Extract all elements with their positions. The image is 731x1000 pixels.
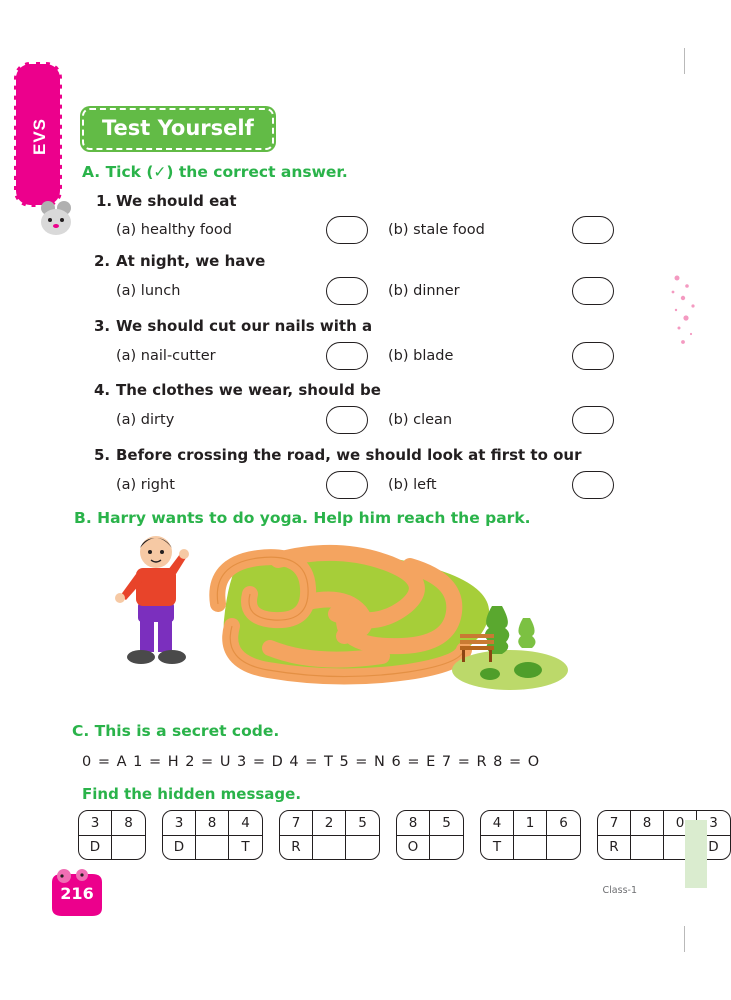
question-2-option-a: (a) lunch — [116, 283, 181, 299]
code-answer[interactable] — [430, 836, 463, 860]
code-number: 3 — [163, 811, 195, 836]
question-1-option-b: (b) stale food — [388, 222, 485, 238]
question-5-option-a: (a) right — [116, 477, 175, 493]
code-cell[interactable] — [196, 811, 229, 859]
question-4-option-b: (b) clean — [388, 412, 453, 428]
code-number: 4 — [481, 811, 513, 836]
question-4-bubble-a[interactable] — [326, 406, 368, 434]
code-cell[interactable] — [163, 811, 196, 859]
code-cell[interactable] — [112, 811, 145, 859]
sidebar-subject-label: EVS — [30, 117, 49, 156]
code-cell[interactable] — [598, 811, 631, 859]
sidebar-subject-tab — [14, 62, 62, 207]
question-3-option-a: (a) nail-cutter — [116, 348, 216, 364]
right-edge-marker — [685, 820, 707, 888]
section-c-heading: C. This is a secret code. — [72, 722, 280, 740]
find-hidden-message-instruction: Find the hidden message. — [82, 785, 302, 803]
page-title: Test Yourself — [82, 108, 274, 150]
code-cell[interactable] — [481, 811, 514, 859]
question-1-option-a: (a) healthy food — [116, 222, 232, 238]
code-group — [279, 810, 380, 860]
question-3-bubble-b[interactable] — [572, 342, 614, 370]
code-number: 8 — [397, 811, 429, 836]
code-number: 7 — [280, 811, 312, 836]
code-answer[interactable]: D — [708, 839, 719, 856]
code-cell[interactable] — [280, 811, 313, 859]
question-2-text: At night, we have — [116, 252, 266, 270]
code-answer[interactable]: D — [173, 839, 185, 856]
code-number: 8 — [631, 811, 663, 836]
question-1-bubble-a[interactable] — [326, 216, 368, 244]
code-cell[interactable] — [229, 811, 262, 859]
code-number: 5 — [430, 811, 463, 836]
code-number: 3 — [79, 811, 111, 836]
code-group — [480, 810, 581, 860]
question-3-option-b: (b) blade — [388, 348, 454, 364]
page-number: 216 — [60, 884, 94, 903]
code-answer[interactable] — [547, 836, 580, 860]
question-1-text: We should eat — [116, 192, 237, 210]
code-answer[interactable] — [112, 836, 145, 860]
code-answer[interactable]: R — [609, 839, 619, 856]
code-answer[interactable] — [196, 836, 228, 860]
question-3-number: 3. — [94, 317, 111, 335]
code-cell[interactable] — [79, 811, 112, 859]
code-cell[interactable] — [547, 811, 580, 859]
code-answer[interactable] — [313, 836, 345, 860]
code-groups-container — [78, 810, 731, 860]
code-cell[interactable] — [313, 811, 346, 859]
code-answer[interactable]: T — [241, 839, 250, 856]
question-2-option-b: (b) dinner — [388, 283, 460, 299]
question-5-option-b: (b) left — [388, 477, 437, 493]
code-number: 8 — [112, 811, 145, 836]
question-1-number: 1. — [96, 192, 113, 210]
code-answer[interactable]: T — [492, 839, 502, 856]
question-1-bubble-b[interactable] — [572, 216, 614, 244]
question-2-bubble-a[interactable] — [326, 277, 368, 305]
decorative-speckles — [667, 272, 701, 352]
code-number: 7 — [598, 811, 630, 836]
mouse-mascot-icon — [34, 196, 78, 240]
question-5-bubble-a[interactable] — [326, 471, 368, 499]
code-number: 4 — [229, 811, 262, 836]
code-answer[interactable]: O — [407, 839, 419, 856]
question-4-option-a: (a) dirty — [116, 412, 175, 428]
code-number: 3 — [697, 811, 730, 836]
section-b-heading: B. Harry wants to do yoga. Help him reach the park. — [74, 509, 531, 527]
code-answer[interactable] — [514, 836, 546, 860]
code-number: 0 — [664, 811, 696, 836]
code-answer[interactable]: D — [89, 839, 101, 856]
code-group — [396, 810, 464, 860]
code-number: 5 — [346, 811, 379, 836]
code-number: 2 — [313, 811, 345, 836]
code-answer[interactable] — [631, 836, 663, 860]
question-5-text: Before crossing the road, we should look at first to our — [116, 446, 582, 464]
crop-mark-top-right — [684, 48, 685, 74]
code-cell[interactable] — [430, 811, 463, 859]
maze-illustration — [110, 530, 580, 700]
code-number: 6 — [547, 811, 580, 836]
code-cell[interactable] — [631, 811, 664, 859]
code-number: 1 — [514, 811, 546, 836]
code-group — [162, 810, 263, 860]
code-answer[interactable] — [346, 836, 379, 860]
code-cell[interactable] — [346, 811, 379, 859]
secret-code-key: 0 = A 1 = H 2 = U 3 = D 4 = T 5 = N 6 = E 7 = R 8 = O — [82, 754, 541, 770]
code-number: 8 — [196, 811, 228, 836]
boy-figure — [115, 536, 189, 664]
question-3-text: We should cut our nails with a — [116, 317, 373, 335]
question-2-number: 2. — [94, 252, 111, 270]
code-answer[interactable]: R — [291, 839, 301, 856]
question-2-bubble-b[interactable] — [572, 277, 614, 305]
question-3-bubble-a[interactable] — [326, 342, 368, 370]
crop-mark-bottom-right — [684, 926, 685, 952]
question-5-bubble-b[interactable] — [572, 471, 614, 499]
code-cell[interactable] — [397, 811, 430, 859]
code-group — [78, 810, 146, 860]
question-4-text: The clothes we wear, should be — [116, 381, 381, 399]
code-cell[interactable] — [514, 811, 547, 859]
code-group — [597, 810, 731, 860]
question-5-number: 5. — [94, 446, 111, 464]
question-4-bubble-b[interactable] — [572, 406, 614, 434]
question-4-number: 4. — [94, 381, 111, 399]
section-a-heading: A. Tick (✓) the correct answer. — [82, 163, 348, 181]
footer-class-label: Class-1 — [602, 885, 637, 896]
